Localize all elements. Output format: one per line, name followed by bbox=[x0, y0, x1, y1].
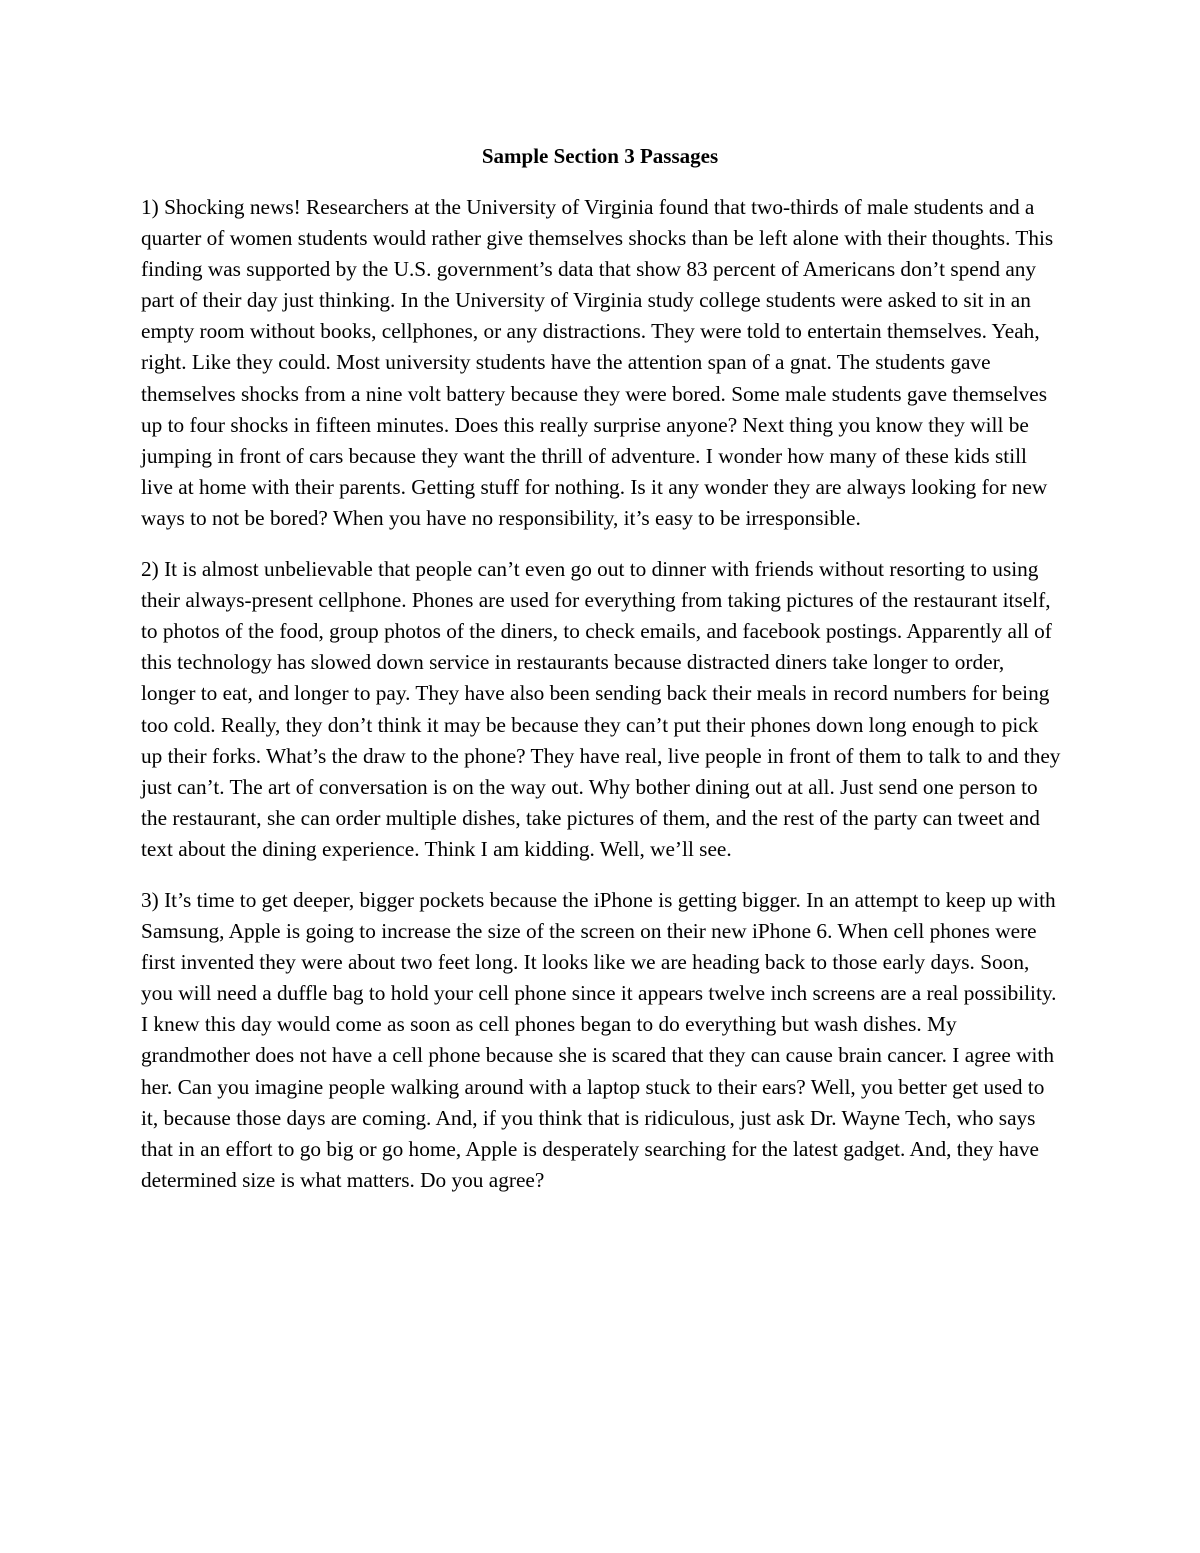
passage-3: 3) It’s time to get deeper, bigger pockets because the iPhone is getting bigger. In an attempt to keep up with Samsung, Apple is going to increase the size of the screen on their new iPhone 6. When cell phones were first invented they were about two feet long. It looks like we are heading back to those early days. Soon, you will need a duffle bag to hold your cell phone since it appears twelve inch screens are a real possibility. I knew this day would come as soon as cell phones began to do everything but wash dishes. My grandmother does not have a cell phone because she is scared that they can cause brain cancer. I agree with her. Can you imagine people walking around with a laptop stuck to their ears? Well, you better get used to it, because those days are coming. And, if you think that is ridiculous, just ask Dr. Wayne Tech, who says that in an effort to go big or go home, Apple is desperately searching for the latest gadget. And, they have determined size is what matters. Do you agree? bbox=[141, 887, 1057, 1192]
passage-2: 2) It is almost unbelievable that people can’t even go out to dinner with friends without resorting to using their always-present cellphone. Phones are used for everything from taking pictures of the restaurant itself, to photos of the food, group photos of the diners, to check emails, and facebook postings. Apparently all of this technology has slowed down service in restaurants because distracted diners take longer to order, longer to eat, and longer to pay. They have also been sending back their meals in record numbers for being too cold. Really, they don’t think it may be because they can’t put their phones down long enough to pick up their forks. What’s the draw to the phone? They have real, live people in front of them to talk to and they just can’t. The art of conversation is on the way out. Why bother dining out at all. Just send one person to the restaurant, she can order multiple dishes, take pictures of them, and the rest of the party can tweet and text about the dining experience. Think I am kidding. Well, we’ll see. bbox=[141, 557, 1061, 861]
passages-container bbox=[141, 192, 1063, 1216]
document-title: Sample Section 3 Passages bbox=[481, 144, 719, 168]
passage-1: 1) Shocking news! Researchers at the University of Virginia found that two-thirds of male students and a quarter of women students would rather give themselves shocks than be left alone with their thoughts. This finding was supported by the U.S. government’s data that show 83 percent of Americans don’t spend any part of their day just thinking. In the University of Virginia study college students were asked to sit in an empty room without books, cellphones, or any distractions. They were told to entertain themselves. Yeah, right. Like they could. Most university students have the attention span of a gnat. The students gave themselves shocks from a nine volt battery because they were bored. Some male students gave themselves up to four shocks in fifteen minutes. Does this really surprise anyone? Next thing you know they will be jumping in front of cars because they want the thrill of adventure. I wonder how many of these kids still live at home with their parents. Getting stuff for nothing. Is it any wonder they are always looking for new ways to not be bored? When you have no responsibility, it’s easy to be irresponsible. bbox=[141, 195, 1054, 530]
